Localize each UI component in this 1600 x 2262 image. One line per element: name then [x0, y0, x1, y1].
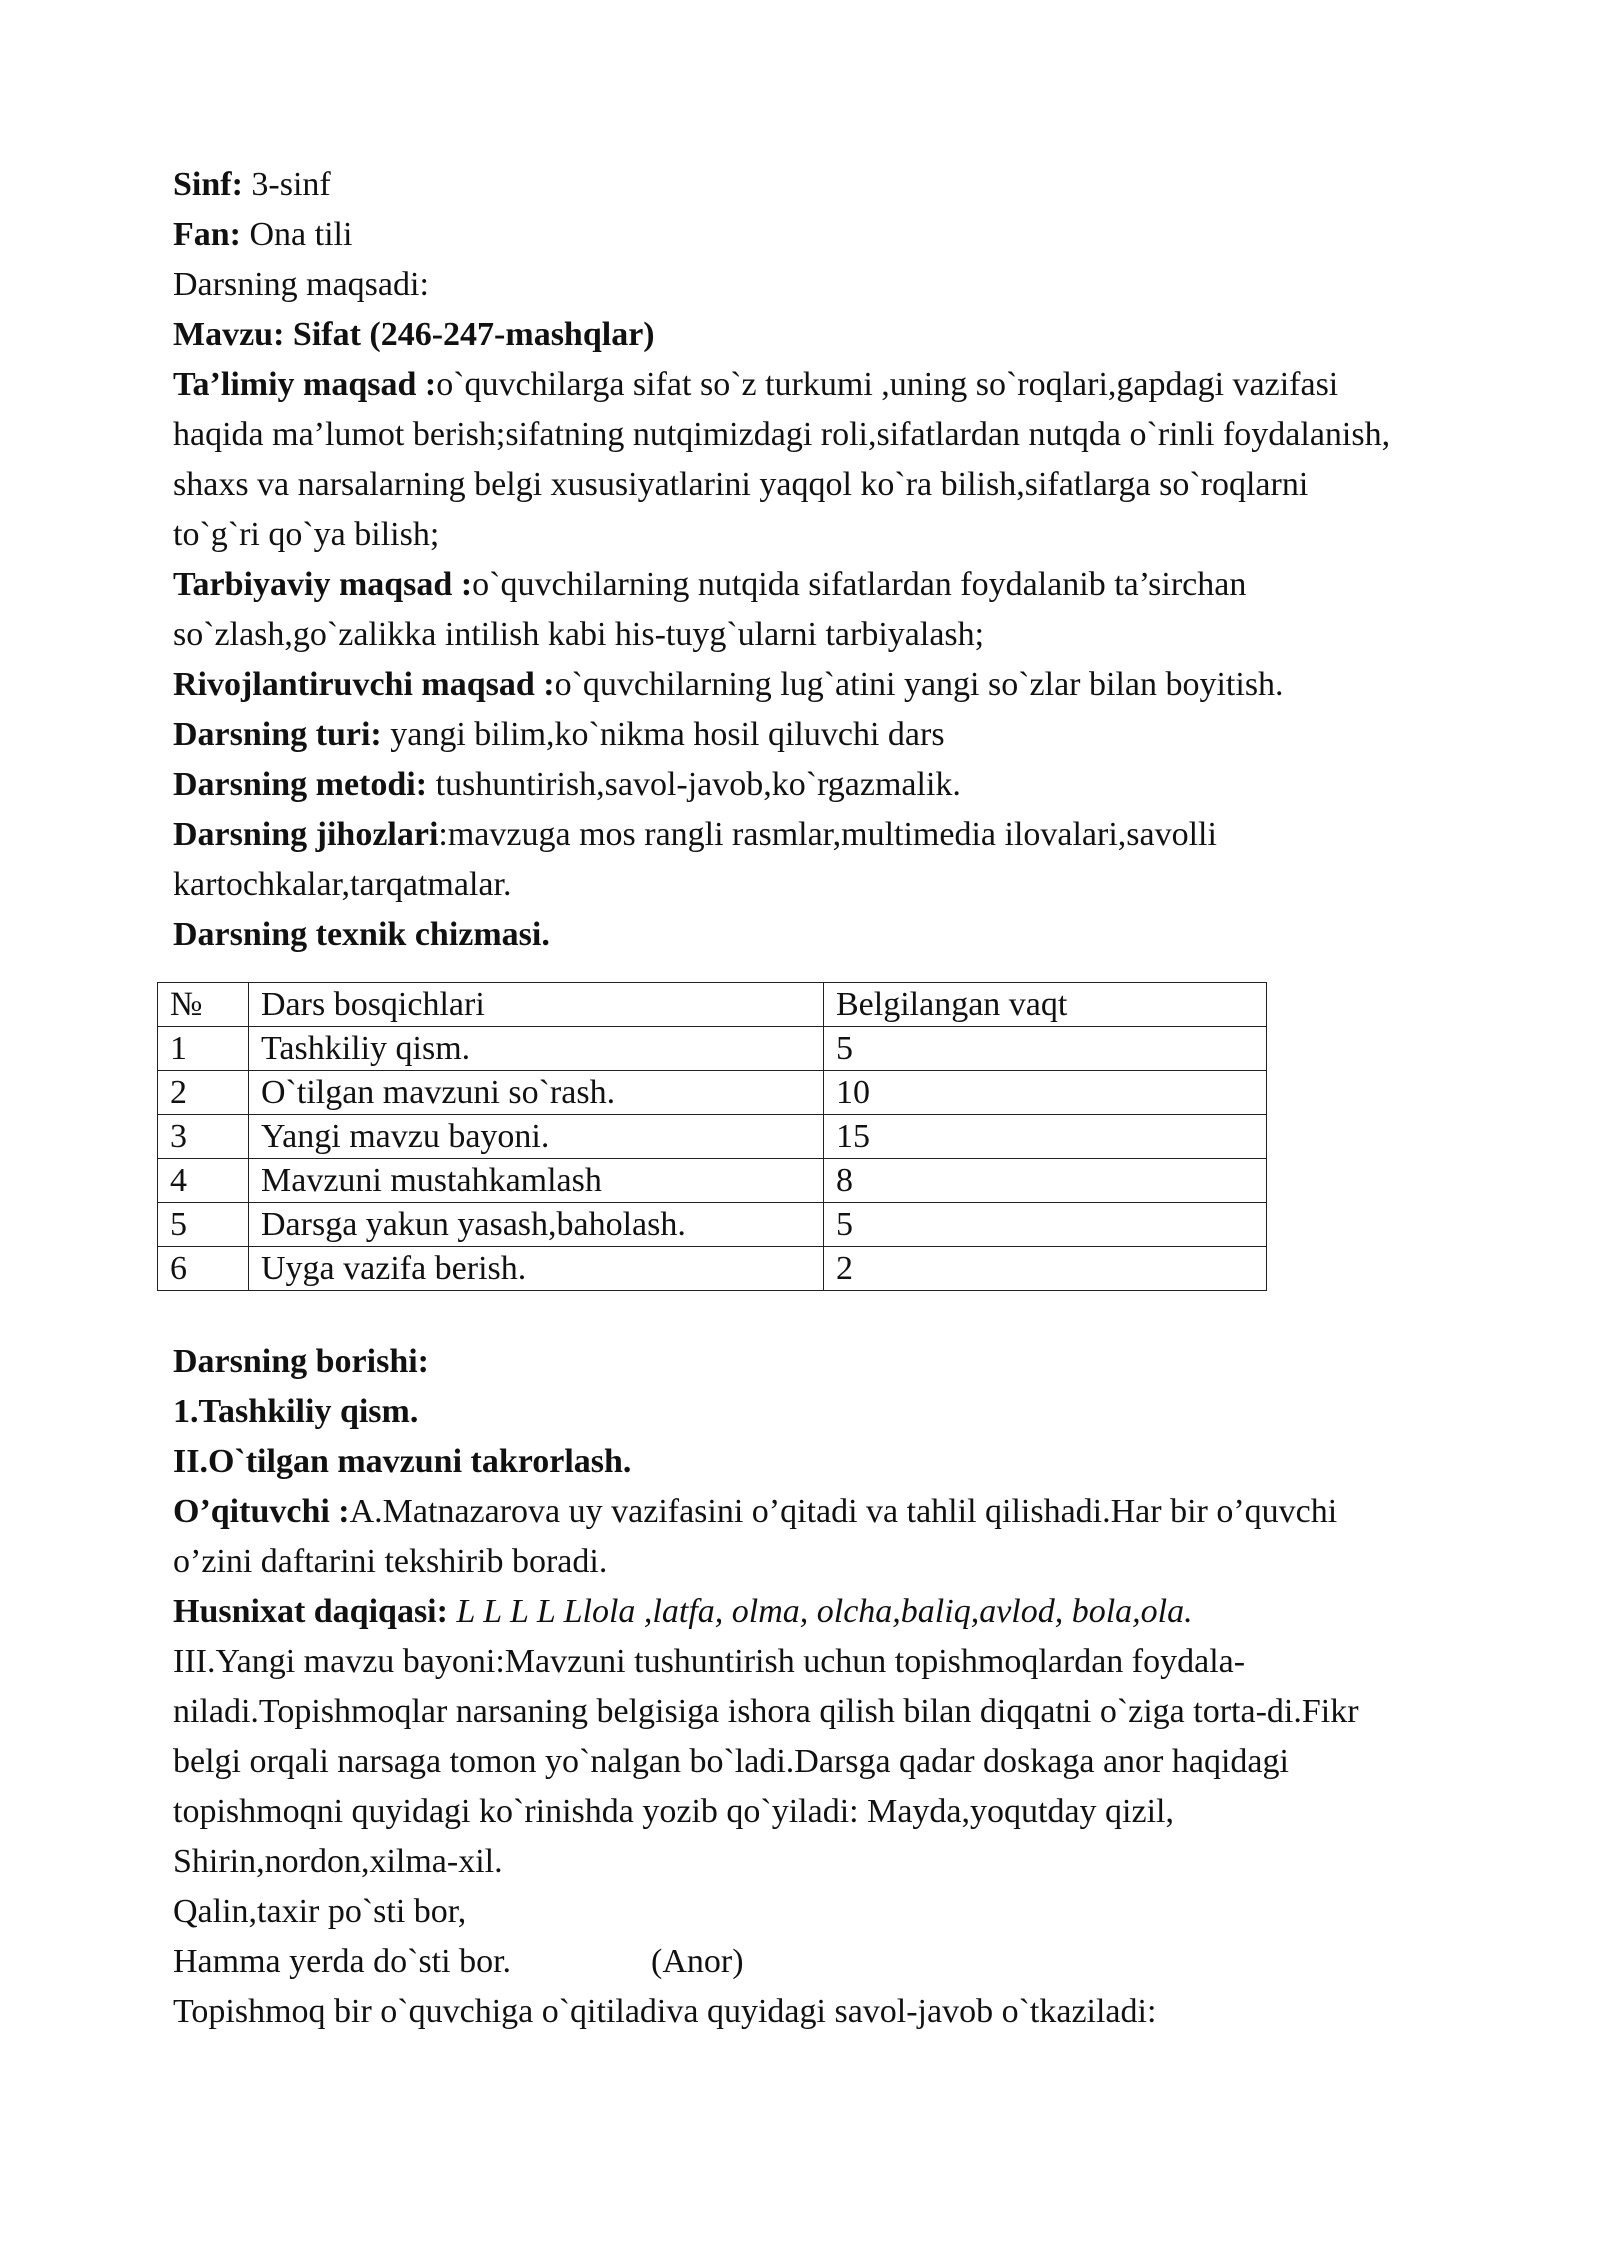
- riddle-answer: (Anor): [651, 1943, 744, 1980]
- document-page: [170, 160, 1533, 2037]
- fan-label: Fan:: [173, 216, 241, 253]
- riddle-line-2: Qalin,taxir po`sti bor,: [173, 1893, 467, 1930]
- step-3-line-3: belgi orqali narsaga tomon yo`nalgan bo`ladi.Darsga qadar doskaga anor haqidagi: [173, 1743, 1289, 1780]
- mavzu-text: Mavzu: Sifat (246-247-mashqlar): [173, 316, 655, 353]
- jihozlari-text-1: :mavzuga mos rangli rasmlar,multimedia ilovalari,savolli: [438, 816, 1217, 853]
- metodi-label: Darsning metodi:: [173, 766, 428, 803]
- cell-time: 10: [824, 1071, 1267, 1115]
- cell-stage: Yangi mavzu bayoni.: [249, 1115, 824, 1159]
- table-row: [158, 1203, 1267, 1247]
- oqituvchi-line-2: o’zini daftarini tekshirib boradi.: [173, 1543, 608, 1580]
- turi-value: yangi bilim,ko`nikma hosil qiluvchi dars: [381, 716, 945, 753]
- table-row: [158, 1247, 1267, 1291]
- mavzu-line: [173, 310, 1533, 360]
- husnixat-text: L L L L Llola ,latfa, olma, olcha,baliq,avlod, bola,ola.: [447, 1593, 1193, 1630]
- step-2-heading: [173, 1437, 1533, 1487]
- oqituvchi-line-1: [173, 1487, 1533, 1537]
- talimiy-line-4: to`g`ri qo`ya bilish;: [173, 516, 440, 553]
- chizma-heading: [173, 910, 1533, 960]
- plan-table: [157, 982, 1267, 1291]
- borishi-heading-text: Darsning borishi:: [173, 1343, 429, 1380]
- metodi-value: tushuntirish,savol-javob,ko`rgazmalik.: [427, 766, 961, 803]
- talimiy-line-1: [173, 360, 1533, 410]
- cell-stage: Darsga yakun yasash,baholash.: [249, 1203, 824, 1247]
- cell-stage: O`tilgan mavzuni so`rash.: [249, 1071, 824, 1115]
- jihozlari-label: Darsning jihozlari: [173, 816, 439, 853]
- jihozlari-line-2: kartochkalar,tarqatmalar.: [173, 866, 512, 903]
- talimiy-line-3: shaxs va narsalarning belgi xususiyatlarini yaqqol ko`ra bilish,sifatlarga so`roqlarni: [173, 466, 1309, 503]
- cell-time: 8: [824, 1159, 1267, 1203]
- cell-number: 4: [158, 1159, 249, 1203]
- cell-time: 5: [824, 1203, 1267, 1247]
- header-cell-stages: Dars bosqichlari: [249, 983, 824, 1027]
- borishi-heading: [173, 1337, 1533, 1387]
- cell-time: 2: [824, 1247, 1267, 1291]
- step-1-text: 1.Tashkiliy qism.: [173, 1393, 419, 1430]
- header-cell-time: Belgilangan vaqt: [824, 983, 1267, 1027]
- table-row: [158, 1027, 1267, 1071]
- table-header-row: [158, 983, 1267, 1027]
- chizma-heading-text: Darsning texnik chizmasi.: [173, 916, 550, 953]
- tarbiyaviy-line-2: so`zlash,go`zalikka intilish kabi his-tuyg`ularni tarbiyalash;: [173, 616, 985, 653]
- tarbiyaviy-label: Tarbiyaviy maqsad :: [173, 566, 473, 603]
- cell-time: 15: [824, 1115, 1267, 1159]
- rivojlantiruvchi-text: o`quvchilarning lug`atini yangi so`zlar bilan boyitish.: [554, 666, 1284, 703]
- rivojlantiruvchi-line: [173, 660, 1533, 710]
- step-1-heading: [173, 1387, 1533, 1437]
- cell-number: 3: [158, 1115, 249, 1159]
- header-cell-number: №: [158, 983, 249, 1027]
- husnixat-label: Husnixat daqiqasi:: [173, 1593, 448, 1630]
- step-3-line-1: III.Yangi mavzu bayoni:Mavzuni tushuntirish uchun topishmoqlardan foydala-: [173, 1643, 1246, 1680]
- table-row: [158, 1071, 1267, 1115]
- riddle-last-text: Hamma yerda do`sti bor.: [173, 1943, 512, 1980]
- maqsad-heading: Darsning maqsadi:: [173, 266, 429, 303]
- riddle-line-1: Shirin,nordon,xilma-xil.: [173, 1843, 503, 1880]
- cell-stage: Mavzuni mustahkamlash: [249, 1159, 824, 1203]
- fan-line: [173, 210, 1533, 260]
- riddle-line-3: [173, 1937, 1533, 1987]
- cell-number: 1: [158, 1027, 249, 1071]
- cell-stage: Uyga vazifa berish.: [249, 1247, 824, 1291]
- cell-time: 5: [824, 1027, 1267, 1071]
- tarbiyaviy-text-1: o`quvchilarning nutqida sifatlardan foydalanib ta’sirchan: [472, 566, 1247, 603]
- step-2-text: II.O`tilgan mavzuni takrorlash.: [173, 1443, 632, 1480]
- oqituvchi-label: O’qituvchi :: [173, 1493, 350, 1530]
- talimiy-line-2: haqida ma’lumot berish;sifatning nutqimizdagi roli,sifatlardan nutqda o`rinli foydalanish,: [173, 416, 1391, 453]
- cell-number: 2: [158, 1071, 249, 1115]
- talimiy-label: Ta’limiy maqsad :: [173, 366, 437, 403]
- step-3-line-2: niladi.Topishmoqlar narsaning belgisiga ishora qilish bilan diqqatni o`ziga torta-di.Fikr: [173, 1693, 1359, 1730]
- talimiy-text-1: o`quvchilarga sifat so`z turkumi ,uning so`roqlari,gapdagi vazifasi: [436, 366, 1339, 403]
- table-row: [158, 1115, 1267, 1159]
- cell-number: 6: [158, 1247, 249, 1291]
- jihozlari-line-1: [173, 810, 1533, 860]
- rivojlantiruvchi-label: Rivojlantiruvchi maqsad :: [173, 666, 555, 703]
- cell-number: 5: [158, 1203, 249, 1247]
- fan-value: Ona tili: [241, 216, 353, 253]
- cell-stage: Tashkiliy qism.: [249, 1027, 824, 1071]
- turi-line: [173, 710, 1533, 760]
- turi-label: Darsning turi:: [173, 716, 382, 753]
- tarbiyaviy-line-1: [173, 560, 1533, 610]
- step-3-line-4: topishmoqni quyidagi ko`rinishda yozib qo`yiladi: Mayda,yoqutday qizil,: [173, 1793, 1174, 1830]
- husnixat-line: [173, 1587, 1533, 1637]
- sinf-value: 3-sinf: [242, 166, 331, 203]
- closing-line: Topishmoq bir o`quvchiga o`qitiladiva quyidagi savol-javob o`tkaziladi:: [173, 1993, 1157, 2030]
- metodi-line: [173, 760, 1533, 810]
- table-row: [158, 1159, 1267, 1203]
- sinf-label: Sinf:: [173, 166, 243, 203]
- sinf-line: [173, 160, 1533, 210]
- oqituvchi-text-1: A.Matnazarova uy vazifasini o’qitadi va tahlil qilishadi.Har bir o’quvchi: [349, 1493, 1338, 1530]
